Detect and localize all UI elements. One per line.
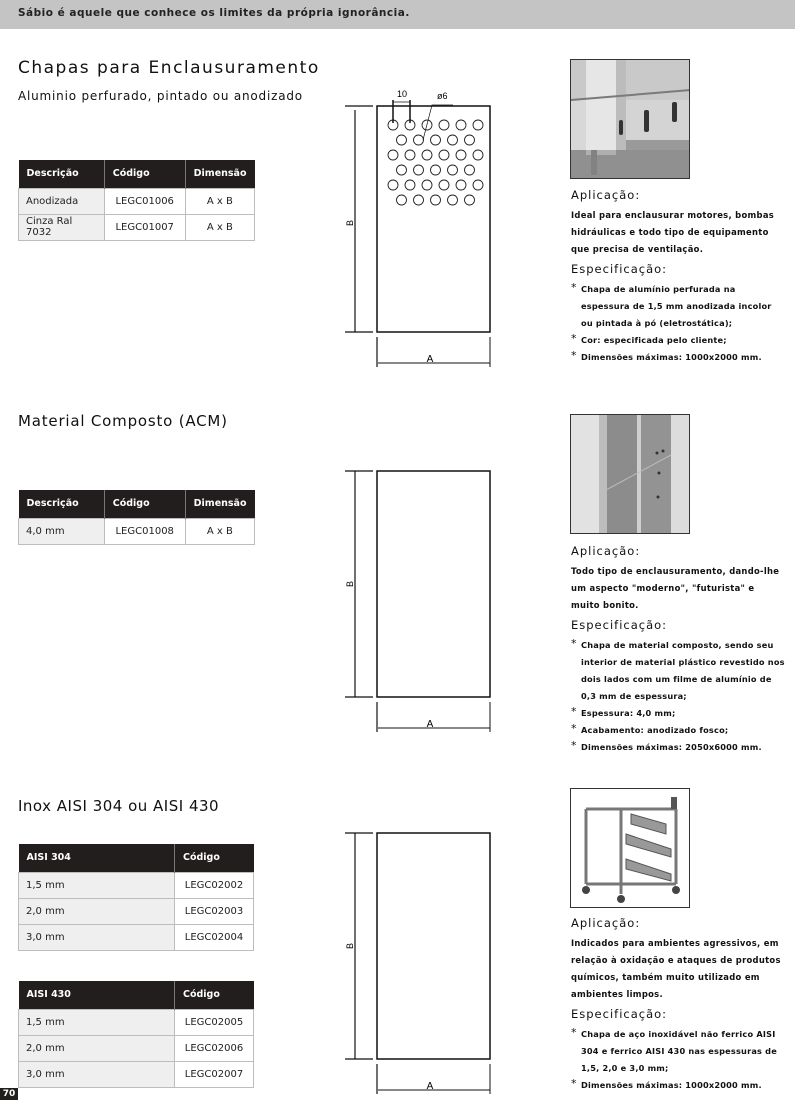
- spec-heading: Especificação:: [571, 618, 668, 632]
- enclosure-photo: [570, 59, 690, 179]
- perforation-hole: [388, 180, 398, 190]
- cell-code: LEGC01006: [104, 188, 185, 214]
- perforation-hole: [422, 150, 432, 160]
- perforation-hole: [414, 135, 424, 145]
- perforation-hole: [431, 135, 441, 145]
- spec-heading: Especificação:: [571, 1007, 668, 1021]
- perforated-enclosure-image: [571, 60, 690, 179]
- table-row: [19, 1061, 254, 1087]
- perforation-hole: [448, 165, 458, 175]
- dim-b-label: B: [345, 580, 355, 588]
- cell-description: 4,0 mm: [19, 518, 105, 544]
- application-heading: Aplicação:: [571, 544, 641, 558]
- table-header-row: [19, 160, 255, 188]
- acm-panel-image: [571, 415, 690, 534]
- perforation-hole: [388, 150, 398, 160]
- table-row: [19, 1009, 254, 1035]
- table-row: [19, 872, 254, 898]
- perforation-hole: [422, 180, 432, 190]
- stainless-info: [571, 916, 786, 1094]
- perforation-holes: [388, 120, 483, 205]
- page-number: 70: [0, 1088, 18, 1100]
- cell-code: LEGC02006: [175, 1035, 254, 1061]
- spec-item: * Chapa de aço inoxidável não ferrico AISI 304 e ferrico AISI 430 nas espessuras de 1,5, 2,0 e 3,0 mm;: [571, 1026, 786, 1077]
- spec-item: * Chapa de material composto, sendo seu interior de material plástico revestido nos dois lados com um filme de alumínio de 0,3 mm de espessura;: [571, 637, 786, 705]
- col-header-code: Código: [104, 490, 185, 518]
- application-heading: Aplicação:: [571, 916, 641, 930]
- table-header-row: [19, 981, 254, 1009]
- cell-thickness: 2,0 mm: [19, 1035, 175, 1061]
- cell-dimension: A x B: [185, 518, 254, 544]
- perforation-hole: [439, 180, 449, 190]
- spec-item: * Dimensões máximas: 2050x6000 mm.: [571, 739, 786, 756]
- spec-heading: Especificação:: [571, 262, 668, 276]
- perforation-hole: [448, 135, 458, 145]
- dim-b-label: B: [345, 219, 355, 227]
- section-subtitle: Aluminio perfurado, pintado ou anodizado: [18, 89, 303, 103]
- col-header-dimension: Dimensão: [185, 490, 254, 518]
- spec-list: [571, 1026, 786, 1094]
- perforation-hole: [456, 180, 466, 190]
- stainless-plate-drawing: [340, 812, 510, 1097]
- col-header-code: Código: [104, 160, 185, 188]
- acm-table: [18, 490, 255, 545]
- application-heading: Aplicação:: [571, 188, 641, 202]
- perforated-plate-drawing: [340, 85, 510, 370]
- col-header-dimension: Dimensão: [185, 160, 254, 188]
- table-row: [19, 214, 255, 240]
- cell-code: LEGC01007: [104, 214, 185, 240]
- cell-thickness: 1,5 mm: [19, 872, 175, 898]
- application-text: Ideal para enclausurar motores, bombas hidráulicas e todo tipo de equipamento que precisa de ventilação.: [571, 210, 775, 254]
- dim-a-label: A: [426, 1081, 434, 1092]
- aisi-430-table: [18, 981, 254, 1088]
- cell-description: Cinza Ral 7032: [19, 214, 105, 240]
- spec-item: * Espessura: 4,0 mm;: [571, 705, 786, 722]
- plate-outline: [377, 833, 490, 1059]
- perforation-hole: [439, 120, 449, 130]
- cell-dimension: A x B: [185, 214, 254, 240]
- table-header-row: [19, 490, 255, 518]
- plate-outline: [377, 471, 490, 697]
- acm-photo: [570, 414, 690, 534]
- acm-info: [571, 544, 786, 756]
- col-header-description: Descrição: [19, 160, 105, 188]
- perforation-hole: [473, 150, 483, 160]
- table-row: [19, 1035, 254, 1061]
- perforation-hole: [414, 165, 424, 175]
- dim-a-label: A: [426, 354, 434, 365]
- table-row: [19, 924, 254, 950]
- col-header-grade: AISI 430: [19, 981, 175, 1009]
- cell-thickness: 3,0 mm: [19, 1061, 175, 1087]
- perforation-hole: [397, 135, 407, 145]
- perforation-hole: [414, 195, 424, 205]
- perforation-hole: [448, 195, 458, 205]
- cell-dimension: A x B: [185, 188, 254, 214]
- header-quote-bar: [0, 0, 795, 29]
- spec-item: * Chapa de alumínio perfurada na espessura de 1,5 mm anodizada incolor ou pintada à pó (eletrostática);: [571, 281, 786, 332]
- spec-list: [571, 637, 786, 756]
- perforation-hole: [397, 165, 407, 175]
- section-title-enclosure-plates: Chapas para Enclausuramento: [18, 58, 320, 78]
- spec-list: [571, 281, 786, 366]
- spec-item: * Cor: especificada pelo cliente;: [571, 332, 786, 349]
- spec-item: * Dimensões máximas: 1000x2000 mm.: [571, 349, 786, 366]
- col-header-code: Código: [175, 981, 254, 1009]
- stainless-photo: [570, 788, 690, 908]
- cell-code: LEGC02007: [175, 1061, 254, 1087]
- enclosure-plates-table: [18, 160, 255, 241]
- cell-thickness: 2,0 mm: [19, 898, 175, 924]
- col-header-grade: AISI 304: [19, 844, 175, 872]
- table-row: [19, 518, 255, 544]
- cell-code: LEGC02002: [175, 872, 254, 898]
- perforation-hole: [456, 150, 466, 160]
- aisi-304-table: [18, 844, 254, 951]
- col-header-description: Descrição: [19, 490, 105, 518]
- dim-a-label: A: [426, 719, 434, 730]
- hole-pitch-label: 10: [396, 89, 408, 99]
- col-header-code: Código: [175, 844, 254, 872]
- cell-code: LEGC01008: [104, 518, 185, 544]
- application-text: Todo tipo de enclausuramento, dando-lhe um aspecto "moderno", "futurista" e muito bonito.: [571, 566, 780, 610]
- header-quote: Sábio é aquele que conhece os limites da própria ignorância.: [18, 7, 410, 19]
- hole-diameter-label: ø6: [437, 91, 448, 101]
- cell-thickness: 1,5 mm: [19, 1009, 175, 1035]
- perforation-hole: [465, 165, 475, 175]
- perforation-hole: [456, 120, 466, 130]
- table-row: [19, 188, 255, 214]
- cell-code: LEGC02004: [175, 924, 254, 950]
- perforation-hole: [473, 120, 483, 130]
- perforation-hole: [465, 195, 475, 205]
- perforation-hole: [431, 195, 441, 205]
- perforation-hole: [465, 135, 475, 145]
- spec-item: * Acabamento: anodizado fosco;: [571, 722, 786, 739]
- plate-outline: [377, 106, 490, 332]
- perforation-hole: [473, 180, 483, 190]
- cell-thickness: 3,0 mm: [19, 924, 175, 950]
- stainless-cart-image: [571, 789, 690, 908]
- perforation-hole: [405, 180, 415, 190]
- perforation-hole: [439, 150, 449, 160]
- table-header-row: [19, 844, 254, 872]
- perforation-hole: [405, 150, 415, 160]
- enclosure-info: [571, 188, 786, 366]
- application-text: Indicados para ambientes agressivos, em relação à oxidação e ataques de produtos químicos, também muito utilizado em ambientes limpos.: [571, 938, 781, 999]
- section-title-acm: Material Composto (ACM): [18, 412, 228, 430]
- acm-plate-drawing: [340, 450, 510, 735]
- dim-b-label: B: [345, 942, 355, 950]
- section-title-stainless: Inox AISI 304 ou AISI 430: [18, 797, 220, 815]
- cell-code: LEGC02005: [175, 1009, 254, 1035]
- perforation-hole: [397, 195, 407, 205]
- perforation-hole: [431, 165, 441, 175]
- table-row: [19, 898, 254, 924]
- spec-item: * Dimensões máximas: 1000x2000 mm.: [571, 1077, 786, 1094]
- cell-code: LEGC02003: [175, 898, 254, 924]
- cell-description: Anodizada: [19, 188, 105, 214]
